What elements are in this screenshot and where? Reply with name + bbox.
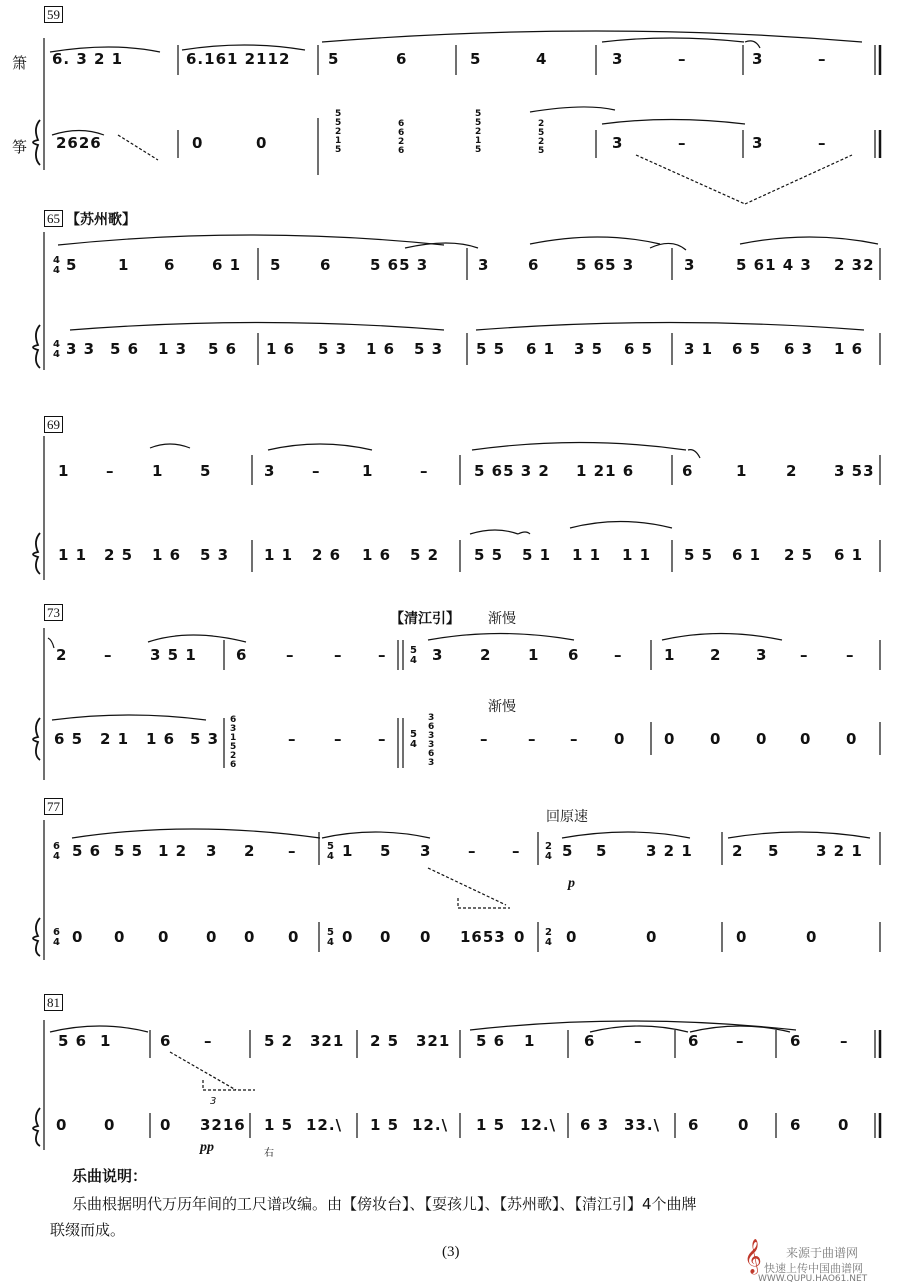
note: 3 bbox=[684, 256, 696, 274]
note: – bbox=[678, 50, 687, 68]
measure-number: 81 bbox=[44, 994, 63, 1011]
notes-heading: 乐曲说明： bbox=[72, 1167, 148, 1185]
note: 1 21 6 bbox=[576, 462, 635, 480]
note: 0 bbox=[380, 928, 392, 946]
note: 1 2 bbox=[158, 842, 188, 860]
time-signature: 4 4 bbox=[53, 339, 60, 360]
measure-number: 65 bbox=[44, 210, 63, 227]
time-signature: 6 4 bbox=[53, 841, 60, 862]
note: 1 1 bbox=[264, 546, 294, 564]
measure-number: 73 bbox=[44, 604, 63, 621]
note: – bbox=[634, 1032, 643, 1050]
note: 0 bbox=[514, 928, 526, 946]
chord: 5 5 2 1 5 bbox=[335, 109, 342, 155]
note: – bbox=[420, 462, 429, 480]
note: – bbox=[818, 134, 827, 152]
note: 1 1 bbox=[622, 546, 652, 564]
note: 0 bbox=[756, 730, 768, 748]
note: 2 5 bbox=[370, 1032, 400, 1050]
note: 2 6 bbox=[312, 546, 342, 564]
note: 5 2 bbox=[264, 1032, 294, 1050]
note: – bbox=[378, 646, 387, 664]
note: 6.161 2112 bbox=[186, 50, 291, 68]
note: 0 bbox=[288, 928, 300, 946]
note: 3 2 1 bbox=[816, 842, 863, 860]
note: 12.\ bbox=[306, 1116, 343, 1134]
tempo-jianman-zheng: 渐慢 bbox=[488, 699, 516, 715]
note: 6 bbox=[790, 1032, 802, 1050]
note: 1 bbox=[100, 1032, 112, 1050]
notes-line-1: 乐曲根据明代万历年间的工尺谱改编。由【傍妆台】、【耍孩儿】、【苏州歌】、【清江引】4个曲牌 bbox=[72, 1195, 697, 1213]
note: 321 bbox=[310, 1032, 345, 1050]
note: 1 6 bbox=[366, 340, 396, 358]
note: 5 bbox=[66, 256, 78, 274]
instrument-zheng: 筝 bbox=[12, 138, 28, 156]
note: 0 bbox=[72, 928, 84, 946]
note: 3 bbox=[612, 134, 624, 152]
note: 6 1 bbox=[526, 340, 556, 358]
tempo-jianman: 渐慢 bbox=[488, 611, 516, 627]
note: 2 5 bbox=[104, 546, 134, 564]
note: 0 bbox=[646, 928, 658, 946]
note: 12.\ bbox=[412, 1116, 449, 1134]
treble-clef-icon: 𝄞 bbox=[744, 1239, 762, 1274]
note: 6 bbox=[568, 646, 580, 664]
note: 0 bbox=[342, 928, 354, 946]
chord: 5 5 2 1 5 bbox=[475, 109, 482, 155]
note: 6 1 bbox=[732, 546, 762, 564]
note: 6 1 bbox=[834, 546, 864, 564]
note: 33.\ bbox=[624, 1116, 661, 1134]
note: 1 6 bbox=[266, 340, 296, 358]
note: 0 bbox=[158, 928, 170, 946]
note: 6 bbox=[164, 256, 176, 274]
note: – bbox=[818, 50, 827, 68]
note: 6 3 bbox=[580, 1116, 610, 1134]
note: 3 bbox=[612, 50, 624, 68]
note: – bbox=[800, 646, 809, 664]
note: 5 bbox=[380, 842, 392, 860]
note: 3 bbox=[478, 256, 490, 274]
note: 0 bbox=[104, 1116, 116, 1134]
time-signature: 2 4 bbox=[545, 841, 552, 862]
note: 2 5 bbox=[784, 546, 814, 564]
note: 1 bbox=[664, 646, 676, 664]
note: 5 6 bbox=[58, 1032, 88, 1050]
note: 1 bbox=[152, 462, 164, 480]
note: – bbox=[204, 1032, 213, 1050]
note: 2 1 bbox=[100, 730, 130, 748]
note: 1 6 bbox=[834, 340, 864, 358]
note: – bbox=[288, 842, 297, 860]
note: – bbox=[312, 462, 321, 480]
note: 3 bbox=[756, 646, 768, 664]
note: 5 bbox=[328, 50, 340, 68]
note: 5 6 bbox=[476, 1032, 506, 1050]
note: 1 5 bbox=[370, 1116, 400, 1134]
note: 0 bbox=[614, 730, 626, 748]
note: 0 bbox=[566, 928, 578, 946]
note: 6 3 bbox=[784, 340, 814, 358]
note: – bbox=[334, 646, 343, 664]
note: 5 1 bbox=[522, 546, 552, 564]
note: 3 bbox=[420, 842, 432, 860]
page-number: (3) bbox=[442, 1244, 460, 1260]
note: 1 6 bbox=[362, 546, 392, 564]
time-signature: 6 4 bbox=[53, 927, 60, 948]
note: 0 bbox=[256, 134, 268, 152]
note: 5 bbox=[562, 842, 574, 860]
note: 1 bbox=[118, 256, 130, 274]
note: 6 bbox=[688, 1032, 700, 1050]
note: 5 65 3 bbox=[576, 256, 635, 274]
note: 6 1 bbox=[212, 256, 242, 274]
instrument-xiao: 箫 bbox=[12, 54, 28, 72]
note: – bbox=[736, 1032, 745, 1050]
note: 1 1 bbox=[58, 546, 88, 564]
chord: 2 5 2 5 bbox=[538, 119, 545, 156]
note: 3 1 bbox=[684, 340, 714, 358]
note: – bbox=[468, 842, 477, 860]
time-signature: 4 4 bbox=[53, 255, 60, 276]
note: 3 5 bbox=[574, 340, 604, 358]
note: – bbox=[846, 646, 855, 664]
watermark-line-3: WWW.QUPU.HAO61.NET bbox=[758, 1274, 868, 1284]
note: 0 bbox=[244, 928, 256, 946]
chord: 6 3 1 5 2 6 bbox=[230, 715, 237, 770]
note: 3 2 1 bbox=[646, 842, 693, 860]
chord: 6 6 2 6 bbox=[398, 119, 405, 156]
note: 2 32 bbox=[834, 256, 875, 274]
note: 2 bbox=[710, 646, 722, 664]
time-signature: 5 4 bbox=[410, 729, 417, 750]
note: 3 5 1 bbox=[150, 646, 197, 664]
note: 5 65 3 bbox=[370, 256, 429, 274]
note: 5 2 bbox=[410, 546, 440, 564]
note: 6 bbox=[528, 256, 540, 274]
note: 0 bbox=[806, 928, 818, 946]
note: 6 5 bbox=[624, 340, 654, 358]
note: 1 1 bbox=[572, 546, 602, 564]
measure-number: 77 bbox=[44, 798, 63, 815]
tempo-huiyuansu: 回原速 bbox=[546, 809, 588, 825]
note: 5 61 4 3 bbox=[736, 256, 812, 274]
note: 2 bbox=[786, 462, 798, 480]
note: – bbox=[104, 646, 113, 664]
note: 1653 bbox=[460, 928, 506, 946]
note: 3216 bbox=[200, 1116, 246, 1134]
note: 1 5 bbox=[264, 1116, 294, 1134]
note: 6 bbox=[396, 50, 408, 68]
note: 5 3 bbox=[200, 546, 230, 564]
note: 1 bbox=[528, 646, 540, 664]
triplet-mark: 3 bbox=[210, 1096, 217, 1107]
right-hand-mark: 右 bbox=[264, 1148, 274, 1159]
note: – bbox=[512, 842, 521, 860]
note: 3 3 bbox=[66, 340, 96, 358]
note: 5 3 bbox=[318, 340, 348, 358]
note: 6. 3 2 1 bbox=[52, 50, 124, 68]
note: 0 bbox=[206, 928, 218, 946]
note: 5 5 bbox=[114, 842, 144, 860]
note: 1 5 bbox=[476, 1116, 506, 1134]
note: 0 bbox=[664, 730, 676, 748]
note: 5 6 bbox=[110, 340, 140, 358]
note: 5 5 bbox=[474, 546, 504, 564]
note: 5 5 bbox=[684, 546, 714, 564]
watermark-line-2: 快速上传中国曲谱网 bbox=[764, 1262, 863, 1275]
note: 0 bbox=[800, 730, 812, 748]
note: 1 6 bbox=[152, 546, 182, 564]
note: – bbox=[840, 1032, 849, 1050]
note: 3 bbox=[432, 646, 444, 664]
note: 6 bbox=[160, 1032, 172, 1050]
note: 5 5 bbox=[476, 340, 506, 358]
note: – bbox=[286, 646, 295, 664]
note: 6 bbox=[688, 1116, 700, 1134]
time-signature: 2 4 bbox=[545, 927, 552, 948]
note: – bbox=[378, 730, 387, 748]
note: 6 bbox=[584, 1032, 596, 1050]
note: 6 bbox=[236, 646, 248, 664]
watermark-line-1: 来源于曲谱网 bbox=[786, 1246, 859, 1260]
note: 2 bbox=[244, 842, 256, 860]
note: 12.\ bbox=[520, 1116, 557, 1134]
dynamic-pianissimo: pp bbox=[200, 1140, 214, 1155]
note: 4 bbox=[536, 50, 548, 68]
note: 0 bbox=[736, 928, 748, 946]
note: 0 bbox=[56, 1116, 68, 1134]
note: – bbox=[106, 462, 115, 480]
time-signature: 5 4 bbox=[327, 927, 334, 948]
note: 3 bbox=[752, 50, 764, 68]
chord: 3 6 3 3 6 3 bbox=[428, 713, 435, 768]
note: 5 6 bbox=[208, 340, 238, 358]
note: 5 65 3 2 bbox=[474, 462, 550, 480]
note: 2626 bbox=[56, 134, 102, 152]
note: 3 bbox=[264, 462, 276, 480]
note: 0 bbox=[738, 1116, 750, 1134]
note: 0 bbox=[710, 730, 722, 748]
note: 5 bbox=[270, 256, 282, 274]
note: 6 5 bbox=[54, 730, 84, 748]
notes-line-2: 联缀而成。 bbox=[50, 1221, 126, 1239]
note: 1 bbox=[342, 842, 354, 860]
note: 6 bbox=[682, 462, 694, 480]
note: 5 bbox=[200, 462, 212, 480]
time-signature: 5 4 bbox=[327, 841, 334, 862]
measure-number: 69 bbox=[44, 416, 63, 433]
dynamic-piano: p bbox=[568, 876, 575, 891]
note: 6 bbox=[320, 256, 332, 274]
note: 3 bbox=[206, 842, 218, 860]
note: 321 bbox=[416, 1032, 451, 1050]
note: 0 bbox=[838, 1116, 850, 1134]
note: 0 bbox=[160, 1116, 172, 1134]
note: 3 53 bbox=[834, 462, 875, 480]
note: 1 bbox=[736, 462, 748, 480]
note: 2 bbox=[56, 646, 68, 664]
note: – bbox=[480, 730, 489, 748]
note: 1 bbox=[362, 462, 374, 480]
note: 5 6 bbox=[72, 842, 102, 860]
measure-number: 59 bbox=[44, 6, 63, 23]
note: – bbox=[288, 730, 297, 748]
time-signature: 5 4 bbox=[410, 645, 417, 666]
note: 5 bbox=[768, 842, 780, 860]
note: 1 3 bbox=[158, 340, 188, 358]
note: 0 bbox=[192, 134, 204, 152]
note: 5 bbox=[596, 842, 608, 860]
note: 0 bbox=[114, 928, 126, 946]
note: 6 bbox=[790, 1116, 802, 1134]
note: 2 bbox=[732, 842, 744, 860]
note: 1 6 bbox=[146, 730, 176, 748]
note: 1 bbox=[524, 1032, 536, 1050]
note: 5 bbox=[470, 50, 482, 68]
note: – bbox=[614, 646, 623, 664]
section-qingjiangyin: 【清江引】 bbox=[390, 611, 460, 627]
note: 3 bbox=[752, 134, 764, 152]
note: – bbox=[334, 730, 343, 748]
note: – bbox=[570, 730, 579, 748]
note: 0 bbox=[846, 730, 858, 748]
note: – bbox=[678, 134, 687, 152]
section-suzhouge: 【苏州歌】 bbox=[66, 212, 136, 228]
note: – bbox=[528, 730, 537, 748]
note: 5 3 bbox=[414, 340, 444, 358]
note: 6 5 bbox=[732, 340, 762, 358]
note: 1 bbox=[58, 462, 70, 480]
note: 0 bbox=[420, 928, 432, 946]
note: 2 bbox=[480, 646, 492, 664]
note: 5 3 bbox=[190, 730, 220, 748]
